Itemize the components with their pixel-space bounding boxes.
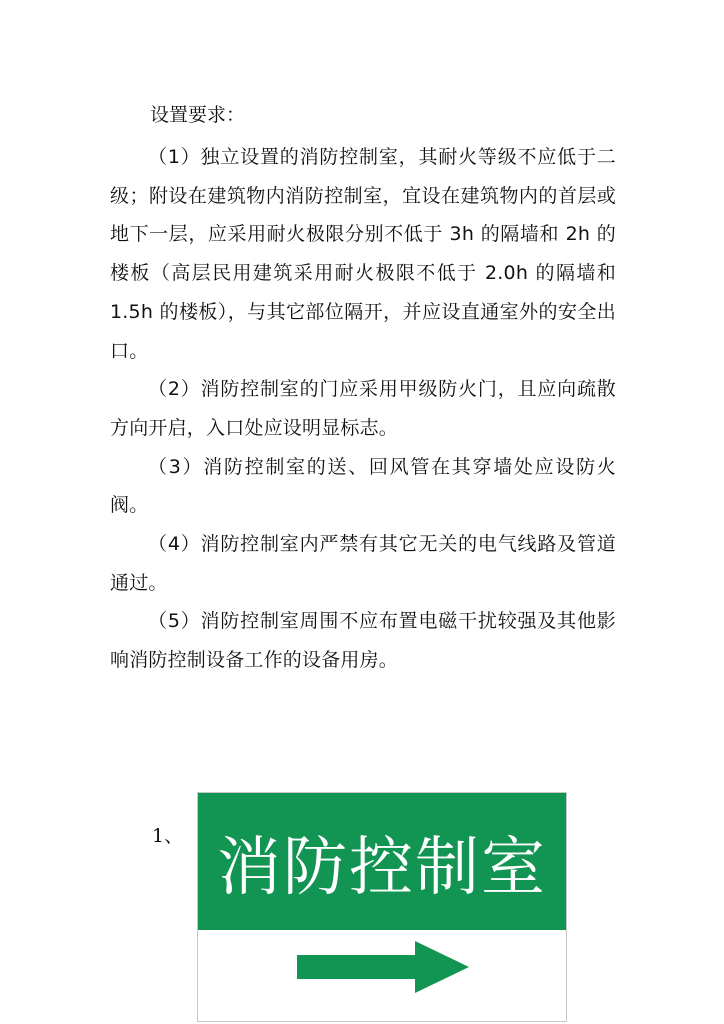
right-arrow-shape bbox=[297, 941, 469, 993]
requirement-paragraph-1: （1）独立设置的消防控制室，其耐火等级不应低于二级；附设在建筑物内消防控制室，宜设在建筑物内的首层或地下一层，应采用耐火极限分别不低于 3h 的隔墙和 2h 的楼板（高层民用建筑采用耐火极限不低于 2.0h 的隔墙和 1.5h 的楼板），与其它部位隔开，并应设直通室外的安全出口。 bbox=[110, 146, 616, 362]
section-heading: 设置要求： bbox=[150, 104, 246, 126]
fire-control-room-sign bbox=[197, 792, 567, 1022]
list-number: 1、 bbox=[152, 825, 184, 847]
requirements-text bbox=[110, 138, 616, 680]
requirement-paragraph-3: （3）消防控制室的送、回风管在其穿墙处应设防火阀。 bbox=[110, 455, 616, 517]
requirement-paragraph-5: （5）消防控制室周围不应布置电磁干扰较强及其他影响消防控制设备工作的设备用房。 bbox=[110, 610, 616, 672]
sign-title: 消防控制室 bbox=[217, 830, 547, 905]
right-arrow-icon bbox=[297, 941, 471, 993]
requirement-paragraph-2: （2）消防控制室的门应采用甲级防火门，且应向疏散方向开启，入口处应设明显标志。 bbox=[110, 378, 616, 439]
sign-title-band bbox=[198, 793, 566, 930]
requirement-paragraph-4: （4）消防控制室内严禁有其它无关的电气线路及管道通过。 bbox=[110, 533, 616, 594]
